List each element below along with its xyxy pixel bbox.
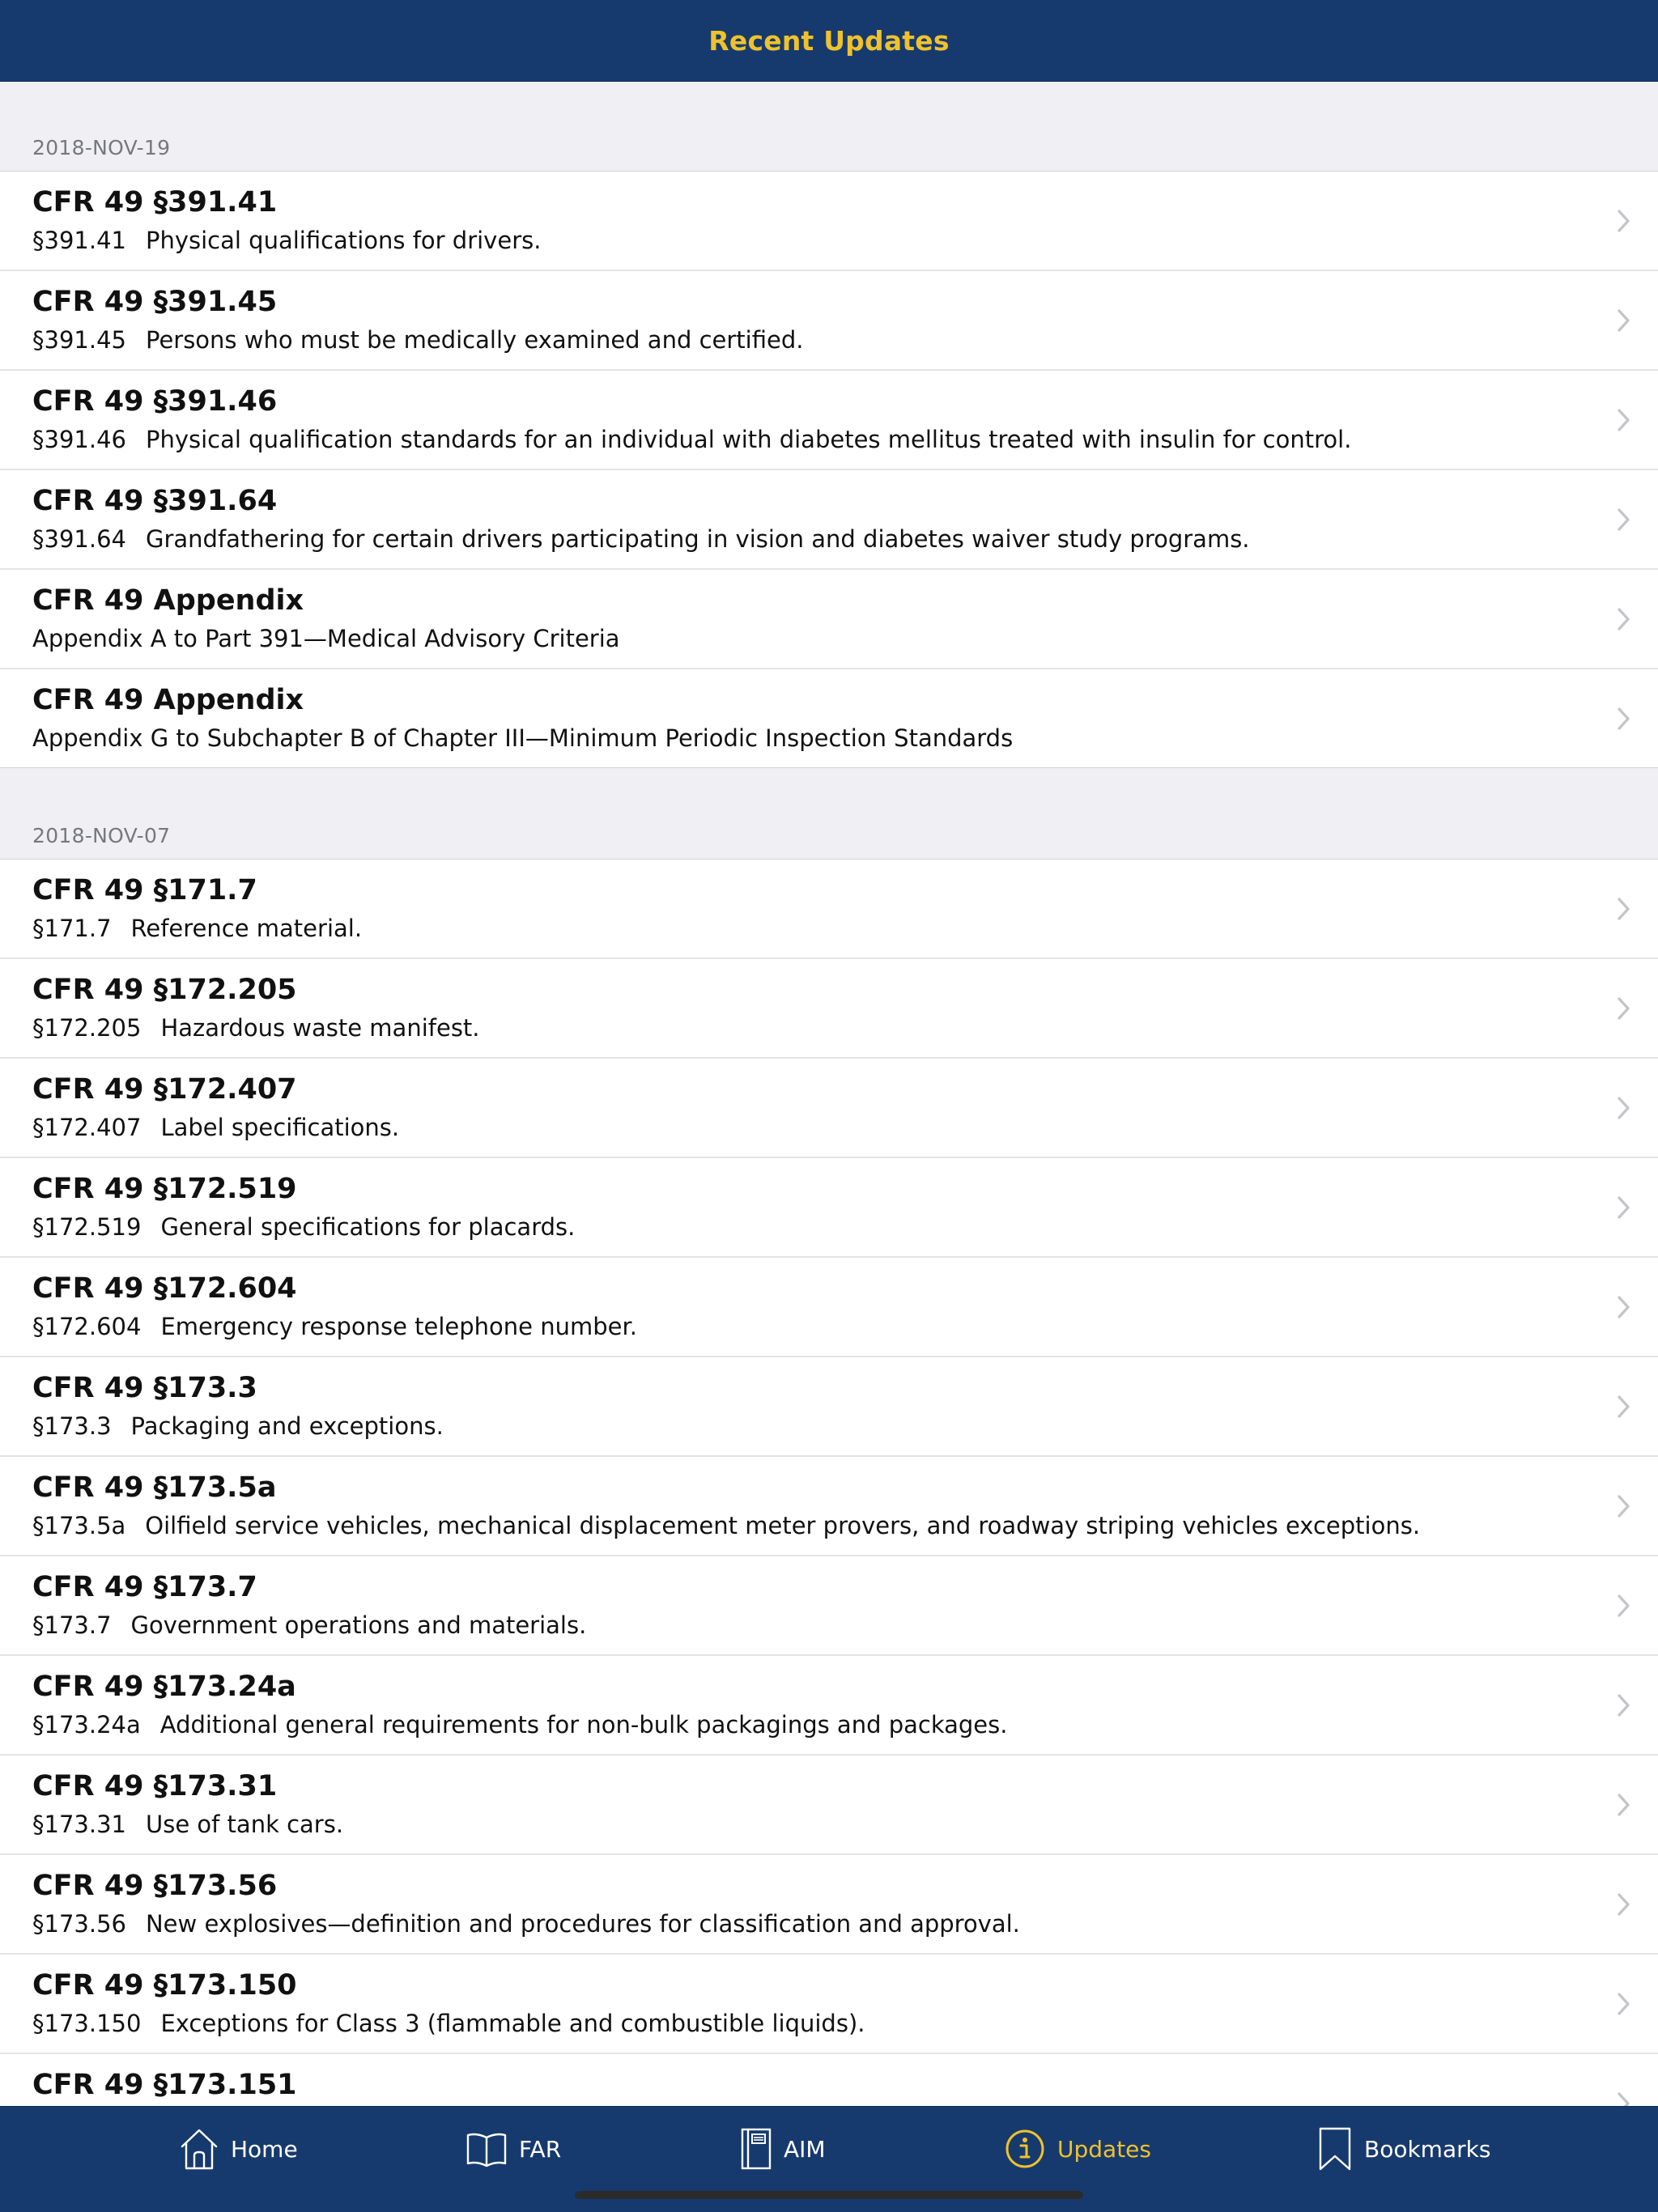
- section-header: [0, 767, 1658, 860]
- item-title: CFR 49 §172.407: [32, 1073, 297, 1106]
- item-description: Emergency response telephone number.: [160, 1313, 637, 1340]
- item-description: Exceptions for Class 3 (flammable and combustible liquids).: [160, 2010, 865, 2037]
- item-subtitle: [32, 1412, 444, 1440]
- list-item[interactable]: [0, 1059, 1658, 1158]
- item-section-number: §172.519: [32, 1213, 142, 1241]
- item-title: CFR 49 §172.519: [32, 1173, 297, 1205]
- chevron-right-icon: [1611, 995, 1635, 1022]
- chevron-right-icon: [1611, 207, 1635, 235]
- item-title: CFR 49 §173.56: [32, 1870, 278, 1902]
- item-title: CFR 49 §171.7: [32, 874, 257, 906]
- navigation-bar: [0, 0, 1658, 83]
- tab-bookmarks-label: Bookmarks: [1364, 2135, 1491, 2163]
- chevron-right-icon: [1611, 1692, 1635, 1719]
- item-subtitle: [32, 1512, 1420, 1539]
- item-description: Grandfathering for certain drivers participating in vision and diabetes waiver study programs.: [145, 525, 1250, 553]
- chevron-right-icon: [1611, 1393, 1635, 1420]
- info-circle-icon: [1004, 2128, 1046, 2170]
- item-title: CFR 49 §173.150: [32, 1969, 297, 2002]
- item-section-number: §173.3: [32, 1412, 112, 1440]
- item-subtitle: [32, 227, 541, 254]
- chevron-right-icon: [1611, 1492, 1635, 1520]
- tab-aim[interactable]: [740, 2125, 826, 2173]
- item-section-number: §171.7: [32, 915, 112, 942]
- section-date: 2018-NOV-07: [32, 824, 171, 847]
- section-date: 2018-NOV-19: [32, 136, 171, 159]
- chevron-right-icon: [1611, 307, 1635, 334]
- chevron-right-icon: [1611, 1094, 1635, 1122]
- item-description: Appendix G to Subchapter B of Chapter III—Minimum Periodic Inspection Standards: [32, 724, 1014, 752]
- item-description: Persons who must be medically examined and certified.: [145, 326, 804, 354]
- item-title: CFR 49 §173.151: [32, 2069, 297, 2101]
- item-description: Packaging and exceptions.: [130, 1412, 444, 1440]
- item-section-number: §173.24a: [32, 1711, 141, 1739]
- item-description: General specifications for placards.: [160, 1213, 576, 1241]
- tab-aim-label: AIM: [784, 2135, 826, 2163]
- item-title: CFR 49 §173.5a: [32, 1471, 277, 1504]
- item-section-number: §173.56: [32, 1910, 126, 1938]
- list-item[interactable]: [0, 1756, 1658, 1855]
- item-title: CFR 49 §173.7: [32, 1571, 257, 1603]
- home-icon: [179, 2127, 219, 2171]
- item-subtitle: [32, 1313, 637, 1340]
- item-title: CFR 49 Appendix: [32, 584, 304, 617]
- list-item[interactable]: [0, 1556, 1658, 1656]
- list-item[interactable]: [0, 959, 1658, 1059]
- tab-bookmarks[interactable]: [1317, 2125, 1490, 2173]
- item-description: Label specifications.: [160, 1114, 400, 1141]
- item-description: Hazardous waste manifest.: [160, 1014, 480, 1042]
- list-item[interactable]: [0, 669, 1658, 767]
- item-description: Government operations and materials.: [130, 1611, 587, 1639]
- tab-far-label: FAR: [519, 2135, 562, 2163]
- home-indicator: [575, 2191, 1083, 2199]
- chevron-right-icon: [1611, 605, 1635, 633]
- item-section-number: §391.64: [32, 525, 126, 553]
- item-subtitle: [32, 326, 803, 354]
- tab-updates[interactable]: [1004, 2125, 1151, 2173]
- item-title: CFR 49 §173.24a: [32, 1671, 296, 1703]
- chevron-right-icon: [1611, 1293, 1635, 1321]
- item-section-number: §391.45: [32, 326, 126, 354]
- list-item[interactable]: [0, 172, 1658, 271]
- list-item[interactable]: [0, 1357, 1658, 1457]
- list-item[interactable]: [0, 1855, 1658, 1955]
- item-subtitle: [32, 1910, 1020, 1938]
- notebook-icon: [740, 2127, 772, 2171]
- item-title: CFR 49 Appendix: [32, 684, 304, 716]
- chevron-right-icon: [1611, 506, 1635, 533]
- item-title: CFR 49 §173.3: [32, 1372, 257, 1404]
- item-subtitle: [32, 1014, 480, 1042]
- item-subtitle: [32, 915, 362, 942]
- item-title: CFR 49 §391.45: [32, 286, 278, 318]
- item-description: Use of tank cars.: [145, 1811, 344, 1838]
- list-item[interactable]: [0, 1158, 1658, 1258]
- item-description: Reference material.: [130, 915, 363, 942]
- tab-home[interactable]: [179, 2125, 298, 2173]
- item-section-number: §173.31: [32, 1811, 126, 1838]
- list-item[interactable]: [0, 1258, 1658, 1357]
- chevron-right-icon: [1611, 406, 1635, 434]
- page-title: Recent Updates: [708, 24, 950, 57]
- chevron-right-icon: [1611, 1791, 1635, 1819]
- item-description: Physical qualifications for drivers.: [145, 227, 542, 254]
- item-subtitle: [32, 1611, 586, 1639]
- item-subtitle: [32, 1711, 1007, 1739]
- section-rows: [0, 172, 1658, 767]
- list-item[interactable]: [0, 1955, 1658, 2054]
- tab-updates-label: Updates: [1057, 2135, 1151, 2163]
- item-subtitle: [32, 625, 620, 652]
- item-subtitle: [32, 426, 1351, 453]
- item-subtitle: [32, 525, 1250, 553]
- list-item[interactable]: [0, 470, 1658, 570]
- tab-home-label: Home: [231, 2135, 298, 2163]
- bookmark-icon: [1317, 2126, 1353, 2172]
- item-title: CFR 49 §391.46: [32, 385, 278, 418]
- item-section-number: §172.205: [32, 1014, 142, 1042]
- item-subtitle: [32, 724, 1013, 752]
- item-description: Appendix A to Part 391—Medical Advisory Criteria: [32, 625, 620, 652]
- tab-far[interactable]: [466, 2125, 561, 2173]
- item-title: CFR 49 §391.41: [32, 186, 278, 219]
- item-description: Oilfield service vehicles, mechanical displacement meter provers, and roadway striping vehicles exceptions.: [145, 1512, 1421, 1539]
- item-section-number: §391.41: [32, 227, 126, 254]
- item-title: CFR 49 §172.604: [32, 1272, 297, 1305]
- item-title: CFR 49 §173.31: [32, 1770, 278, 1802]
- list-item[interactable]: [0, 860, 1658, 959]
- chevron-right-icon: [1611, 1990, 1635, 2018]
- chevron-right-icon: [1611, 895, 1635, 923]
- updates-list[interactable]: [0, 82, 1658, 2106]
- item-description: New explosives—definition and procedures for classification and approval.: [145, 1910, 1020, 1938]
- chevron-right-icon: [1611, 1592, 1635, 1620]
- item-subtitle: [32, 1213, 575, 1241]
- item-section-number: §391.46: [32, 426, 126, 453]
- list-item[interactable]: [0, 1457, 1658, 1556]
- section-header: [0, 82, 1658, 172]
- book-icon: [466, 2130, 508, 2167]
- item-section-number: §173.7: [32, 1611, 112, 1639]
- item-description: Physical qualification standards for an individual with diabetes mellitus treated with insulin for control.: [145, 426, 1352, 453]
- item-title: CFR 49 §391.64: [32, 485, 278, 517]
- list-item[interactable]: [0, 570, 1658, 669]
- list-item[interactable]: [0, 271, 1658, 371]
- item-section-number: §172.604: [32, 1313, 142, 1340]
- item-title: CFR 49 §172.205: [32, 974, 297, 1006]
- list-item[interactable]: [0, 1656, 1658, 1756]
- item-section-number: §173.5a: [32, 1512, 126, 1539]
- chevron-right-icon: [1611, 1194, 1635, 1221]
- chevron-right-icon: [1611, 705, 1635, 732]
- item-section-number: §172.407: [32, 1114, 142, 1141]
- item-section-number: §173.150: [32, 2010, 142, 2037]
- item-subtitle: [32, 1114, 399, 1141]
- chevron-right-icon: [1611, 1891, 1635, 1918]
- list-item[interactable]: [0, 371, 1658, 470]
- section-rows: [0, 860, 1658, 2152]
- item-subtitle: [32, 1811, 343, 1838]
- item-description: Additional general requirements for non-bulk packagings and packages.: [159, 1711, 1008, 1739]
- item-subtitle: [32, 2010, 865, 2037]
